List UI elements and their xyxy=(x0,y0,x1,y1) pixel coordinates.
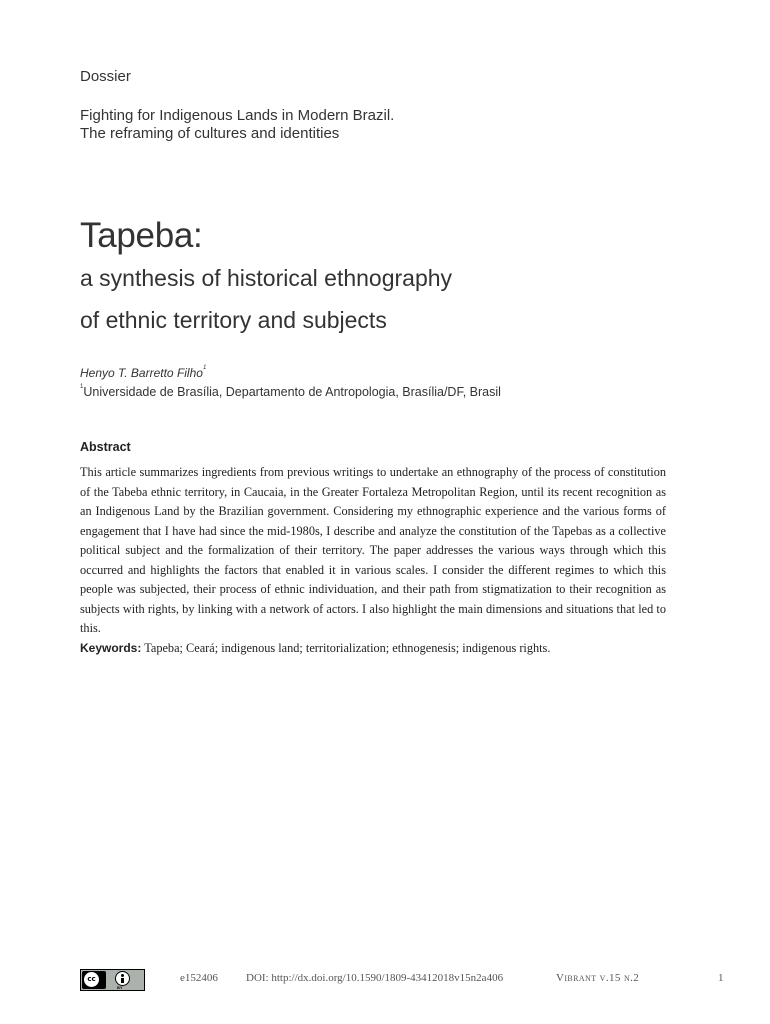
by-label: BY xyxy=(117,985,123,990)
page-number: 1 xyxy=(718,972,724,984)
keywords-text: Tapeba; Ceará; indigenous land; territorialization; ethnogenesis; indigenous rights. xyxy=(144,640,551,655)
article-id: e152406 xyxy=(180,972,218,984)
keywords-label: Keywords: xyxy=(80,640,142,655)
cc-icon: cc xyxy=(83,971,100,988)
journal-name: Vibrant v.15 n.2 xyxy=(556,972,640,984)
dossier-title-line-1: Fighting for Indigenous Lands in Modern Brazil. xyxy=(80,107,395,124)
page-footer xyxy=(0,960,770,1000)
author-affiliation xyxy=(80,385,501,399)
attribution-person-icon xyxy=(115,971,130,986)
affiliation-mark: 1 xyxy=(80,384,84,390)
abstract-heading: Abstract xyxy=(80,440,131,454)
doi-link[interactable]: DOI: http://dx.doi.org/10.1590/1809-43412018v15n2a406 xyxy=(246,972,504,984)
article-subtitle-line-1: a synthesis of historical ethnography xyxy=(80,265,453,291)
author-name xyxy=(80,366,206,380)
article-title: Tapeba: xyxy=(80,216,203,255)
section-label: Dossier xyxy=(80,68,131,85)
author-text: Henyo T. Barretto Filho xyxy=(80,366,203,380)
author-affiliation-mark: 1 xyxy=(202,365,207,371)
affiliation-text: Universidade de Brasília, Departamento de Antropologia, Brasília/DF, Brasil xyxy=(83,385,501,399)
abstract-text: This article summarizes ingredients from previous writings to undertake an ethnography of the process of constitution of the Tabeba ethnic territory, in Caucaia, in the Greater Fortaleza Metropolitan Region, until its recent recognition as an Indigenous Land by the Brazilian government. Considering my ethnographic experience and the various forms of engagement that I have had since the mid-1980s, I describe and analyze the constitution of the Tapebas as a collective political subject and the formalization of their territory. The paper addresses the various ways through which this occurred and highlights the factors that enabled it in various scales. I consider the different regimes to which this people was subjected, their process of ethnic individuation, and their path from stigmatization to their recognition as subjects with rights, by linking with a network of actors. I also highlight the main dimensions and situations that led to this. xyxy=(80,465,666,635)
article-subtitle-line-2: of ethnic territory and subjects xyxy=(80,307,387,333)
dossier-title-line-2: The reframing of cultures and identities xyxy=(80,125,340,142)
cc-by-license-badge[interactable] xyxy=(80,969,145,991)
abstract-body xyxy=(80,463,666,658)
